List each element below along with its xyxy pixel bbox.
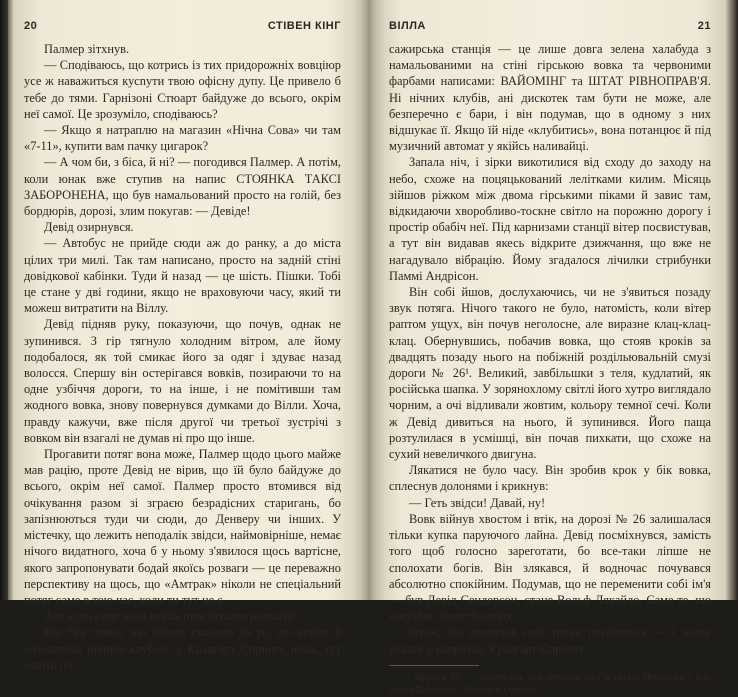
left-page-header [24,17,341,41]
paragraph: — Якщо я натраплю на магазин «Нічна Сова» чи там «7-11», купити вам пачку цигарок? [24,123,341,154]
paragraph: — Автобус не прийде сюди аж до ранку, а до міста цілих три милі. Так там написано, просто на задній стіні довідкової кабінки. Туди й назад — це шість. Пішки. Тобі це стане у дві години, якщо не враховуючи часу, який ти можеш витратити на Віллу. [24,236,341,316]
paragraph: Він був певен, що нічого схожого на те, що могло б називатися нічним клубом, у Кравгарт Спрингс нема, тут навіть по- [24,625,341,672]
paragraph: Лякатися не було часу. Він зробив крок у бік вовка, сплеснув долонями і крикнув: [389,463,711,494]
running-head-title: ВІЛЛА [389,20,426,32]
running-head-author: СТІВЕН КІНГ [267,20,341,32]
right-page-text [389,41,711,657]
paragraph: — Геть звідси! Давай, ну! [409,495,546,510]
paragraph: Він собі йшов, дослухаючись, чи не з'явиться позаду звук потяга. Нічого такого не було, натомість, коли вітер раптом ущух, він почув неголосне, але виразне клац-клац-клац. Обернувшись, побачив вовка, що стояв кроків за двадцять позаду нього на побіжній роздільювальній смузі дороги № 26¹. Великий, завбільшки з теля, кудлатий, як російська шапка. У зорянохлому світлі його хутро виглядало чорним, а очі відливали жовтим, кольору темної сечі. Коли ж Девід дивиться на нього, й зупинився. Його паща розтулилася в усмішці, він почав пихкати, що схоже на сухий невеличкого двигуна. [389,285,711,462]
paragraph: Девід озирнувся. [44,220,134,235]
footnote-divider [389,665,479,666]
paragraph: — А чом би, з біса, й ні? — погодився Палмер. А потім, коли юнак вже ступив на напис СТОЯНКА ТАКСІ ЗАБОРОНЕНА, що був намальований просто на голій, без бордюрів, дорозі, злим покугав: — Девіде! [24,155,341,219]
paragraph: сажирська станція — це лише довга зелена халабуда з намальованими на стіні гірською вовка та червоними фарбами написами: ВАЙОМІНГ та ШТАТ РІВНОПРАВ'Я. Ні нічних клубів, ані дискотек там бути не може, але безперечно є бари, і він подумав, що в одному з них відшукає її. Якщо їй ніде «клубитись», вона потанцює й під музичний автомат у якійсь наливайці. [389,42,711,154]
paragraph: Але куди саме вона могла піти шукати розваги? [44,609,296,624]
left-page [0,0,369,672]
page-number: 21 [697,20,711,32]
paragraph: Вовк війнув хвостом і втік, на дорозі № 26 залишалася тільки купка паруючого лайна. Девід посміхнувся, замість того щоб голосно зареготати, бо все-таки ліпше не сполохати богів. Він злякався, й водночас почувався абсолютно спокійним. Подумав, що не переменити собі ім'я — був Девід Сендерсон, стане Вольф Лякайло. Саме те, що потрібно інвестбанкіру. [389,511,711,624]
footnote: ¹ Дорога 26 — автотраса, що починається в штаті Небраска і йде через Вайомінг, Айдахо й Орегон. [389,671,711,696]
paragraph: Девід підняв руку, показуючи, що почув, однак не зупинився. З гір тягнуло холодним вітром, але йому подобалося, як той смикає його за одяг і здуває назад волосся. Спершу він остерігався вовків, позираючи то на одне узбіччя дороги, то на інше, і не помітивши там жодного вовка, знову повернувся думками до Вілли. Хоча, правду кажучи, вже після другої чи третьої зустрічі з вовком він взагалі не думав ні про що інше. [24,317,341,445]
left-page-text [24,41,341,673]
paragraph: Палмер зітхнув. [44,42,130,56]
paragraph: Прогавити потяг вона може, Палмер щодо цього майже мав рацію, проте Девід не вірив, що їй було байдуже до всього, окрім неї самої. Палмер просто втомився від очікування разом зі зграєю безрадісних старигань, бо запізнюються туди чи сюди, до Денверу чи інших. У містечку, що лежить неподалік звідси, наймовірніше, немає нічого видатного, хоча б у ньому з'явилося щось вартісне, якого запропонувати бодай якоїсь розваги — це переважно перспективу на щось, що «Амтрак» ніколи не спеціальний потяг саме в тою час, коли ти тут не є. [24,447,341,607]
paragraph: — Сподіваюсь, що котрись із тих придорожніх вовціюр усе ж наважиться кусnути твою офісну дупу. Це привело б тебе до тями. Гарнізоні Стюарт байдуже до всього, окрім неї самої. Це зрозуміло, сподіваюсь? [24,58,341,121]
right-page-header [389,17,711,41]
paragraph: Запала ніч, і зірки викотилися від сходу до заходу на небо, схоже на поцяцькований лелітками килим. Місяць зійшов ріжком між двома гірськими піками й завис там, відкидаючи хворобливо-тоскне світло на порожню дорогу і простір обабіч неї. Під карнизами станції вітер посвистував, а тут він видавав якесь відкрите дзижчання, що вже не нагадувало вібрацію. Йому згадалося лічилки стрибунки Паммі Андрісон. [389,155,711,283]
right-page [369,0,738,696]
right-page-edge [733,0,738,600]
paragraph: Отже, він дозволив собі трохи посміятися — і знову рушив у напрямку Кравгарт Спрингс. [389,625,711,656]
page-number: 20 [24,20,38,32]
